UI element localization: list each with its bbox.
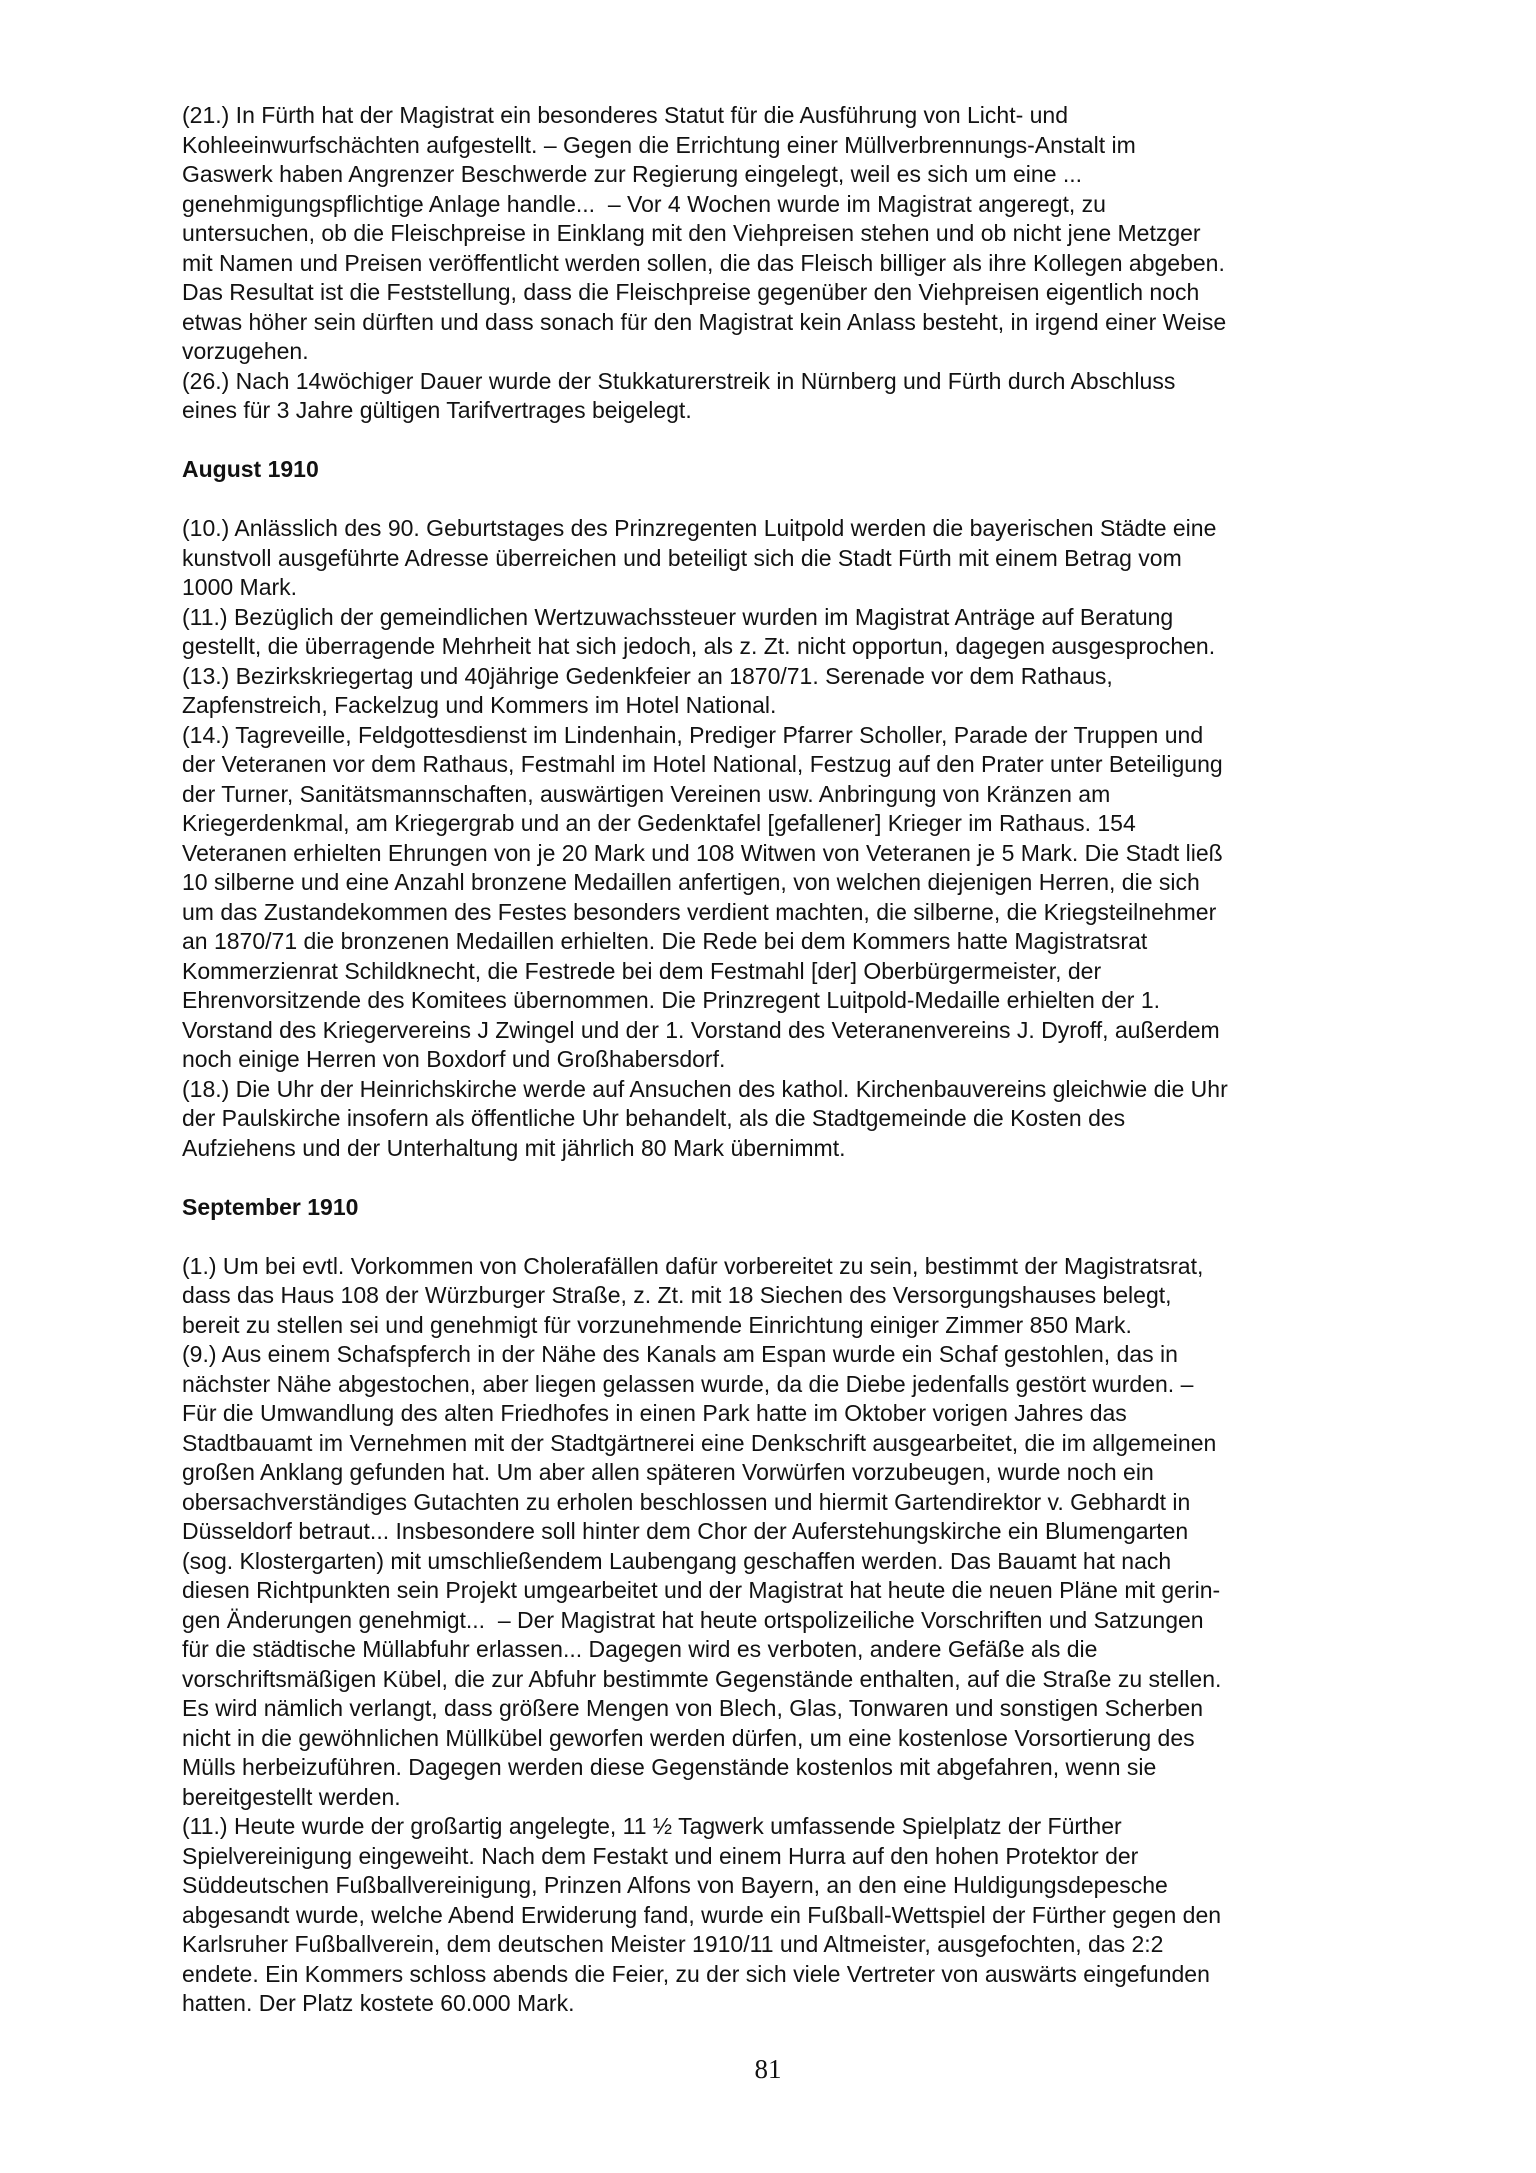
- text-line: etwas höher sein dürften und dass sonach für den Magistrat kein Anlass besteht, in irgend einer Weise: [182, 308, 1227, 335]
- text-line: gestellt, die überragende Mehrheit hat sich jedoch, als z. Zt. nicht opportun, dagegen ausgesprochen.: [182, 633, 1216, 659]
- text-line: Karlsruher Fußballverein, dem deutschen Meister 1910/11 und Altmeister, ausgefochten, das 2:2: [182, 1931, 1164, 1957]
- text-line: Kommerzienrat Schildknecht, die Festrede bei dem Festmahl [der] Oberbürgermeister, der: [182, 957, 1102, 984]
- text-line: Ehrenvorsitzende des Komitees übernommen. Die Prinzregent Luitpold-Medaille erhielten der 1.: [182, 987, 1161, 1013]
- text-line: um das Zustandekommen des Festes besonders verdient machten, die silberne, die Kriegsteilnehmer: [182, 898, 1217, 925]
- text-line: abgesandt wurde, welche Abend Erwiderung fand, wurde ein Fußball-Wettspiel der Fürther gegen den: [182, 1901, 1222, 1928]
- text-line: Vorstand des Kriegervereins J Zwingel und der 1. Vorstand des Veteranenvereins J. Dyroff, außerdem: [182, 1016, 1220, 1043]
- text-line: (13.) Bezirkskriegertag und 40jährige Gedenkfeier an 1870/71. Serenade vor dem Rathaus,: [182, 662, 1113, 689]
- text-line: Düsseldorf betraut... Insbesondere soll hinter dem Chor der Auferstehungskirche ein Blumengarten: [182, 1518, 1189, 1544]
- text-line: der Turner, Sanitätsmannschaften, auswärtigen Vereinen usw. Anbringung von Kränzen am: [182, 780, 1111, 807]
- text-line: diesen Richtpunkten sein Projekt umgearbeitet und der Magistrat hat heute die neuen Pläne mit gerin-: [182, 1577, 1221, 1603]
- section-heading: September 1910: [182, 1193, 359, 1220]
- text-line: (26.) Nach 14wöchiger Dauer wurde der Stukkaturerstreik in Nürnberg und Fürth durch Abschluss: [182, 367, 1176, 394]
- text-line: für die städtische Müllabfuhr erlassen... Dagegen wird es verboten, andere Gefäße als die: [182, 1636, 1098, 1662]
- text-line: nicht in die gewöhnlichen Müllkübel geworfen werden dürfen, um eine kostenlose Vorsortierung des: [182, 1724, 1195, 1751]
- text-line: noch einige Herren von Boxdorf und Großhabersdorf.: [182, 1046, 726, 1072]
- text-line: vorschriftsmäßigen Kübel, die zur Abfuhr bestimmte Gegenstände enthalten, auf die Straße zu stellen.: [182, 1665, 1222, 1692]
- text-line: großen Anklang gefunden hat. Um aber allen späteren Vorwürfen vorzubeugen, wurde noch ein: [182, 1459, 1154, 1485]
- text-line: Gaswerk haben Angrenzer Beschwerde zur Regierung eingelegt, weil es sich um eine ...: [182, 161, 1083, 187]
- text-line: Aufziehens und der Unterhaltung mit jährlich 80 Mark übernimmt.: [182, 1134, 846, 1161]
- text-line: (14.) Tagreveille, Feldgottesdienst im Lindenhain, Prediger Pfarrer Scholler, Parade der Truppen und: [182, 721, 1204, 748]
- text-line: Stadtbauamt im Vernehmen mit der Stadtgärtnerei eine Denkschrift ausgearbeitet, die im allgemeinen: [182, 1429, 1217, 1456]
- text-line: (9.) Aus einem Schafspferch in der Nähe des Kanals am Espan wurde ein Schaf gestohlen, das in: [182, 1341, 1178, 1367]
- text-line: der Veteranen vor dem Rathaus, Festmahl im Hotel National, Festzug auf den Prater unter Beteiligung: [182, 751, 1223, 777]
- page-number: 81: [754, 2054, 782, 2084]
- text-line: dass das Haus 108 der Würzburger Straße, z. Zt. mit 18 Siechen des Versorgungshauses belegt,: [182, 1282, 1172, 1308]
- text-line: (11.) Bezüglich der gemeindlichen Wertzuwachssteuer wurden im Magistrat Anträge auf Beratung: [182, 603, 1174, 630]
- text-line: gen Änderungen genehmigt... – Der Magistrat hat heute ortspolizeiliche Vorschriften und Satzungen: [182, 1606, 1204, 1633]
- text-line: an 1870/71 die bronzenen Medaillen erhielten. Die Rede bei dem Kommers hatte Magistratsrat: [182, 928, 1148, 954]
- section-heading: August 1910: [182, 456, 319, 482]
- text-line: Süddeutschen Fußballvereinigung, Prinzen Alfons von Bayern, an den eine Huldigungsdepesche: [182, 1872, 1168, 1898]
- text-line: 1000 Mark.: [182, 574, 298, 600]
- text-line: vorzugehen.: [182, 338, 309, 364]
- text-line: (21.) In Fürth hat der Magistrat ein besonderes Statut für die Ausführung von Licht- und: [182, 102, 1069, 128]
- text-line: bereitgestellt werden.: [182, 1783, 401, 1810]
- text-line: nächster Nähe abgestochen, aber liegen gelassen wurde, da die Diebe jedenfalls gestört wurden. –: [182, 1370, 1194, 1397]
- text-line: obersachverständiges Gutachten zu erholen beschlossen und hiermit Gartendirektor v. Gebhardt in: [182, 1488, 1191, 1515]
- text-line: 10 silberne und eine Anzahl bronzene Medaillen anfertigen, von welchen diejenigen Herren, die sich: [182, 869, 1200, 895]
- text-line: untersuchen, ob die Fleischpreise in Einklang mit den Viehpreisen stehen und ob nicht jene Metzger: [182, 220, 1201, 246]
- text-line: Spielvereinigung eingeweiht. Nach dem Festakt und einem Hurra auf den hohen Protektor der: [182, 1842, 1139, 1869]
- document-body: [182, 101, 1527, 2019]
- text-line: Kohleeinwurfschächten aufgestellt. – Gegen die Errichtung einer Müllverbrennungs-Anstalt im: [182, 131, 1136, 158]
- text-line: (sog. Klostergarten) mit umschließendem Laubengang geschaffen werden. Das Bauamt hat nach: [182, 1547, 1172, 1574]
- text-line: (18.) Die Uhr der Heinrichskirche werde auf Ansuchen des kathol. Kirchenbauvereins gleichwie die Uhr: [182, 1075, 1228, 1102]
- text-line: Für die Umwandlung des alten Friedhofes in einen Park hatte im Oktober vorigen Jahres das: [182, 1400, 1127, 1426]
- text-line: Das Resultat ist die Feststellung, dass die Fleischpreise gegenüber den Viehpreisen eigentlich noch: [182, 279, 1200, 305]
- text-line: bereit zu stellen sei und genehmigt für vorzunehmende Einrichtung einiger Zimmer 850 Mark.: [182, 1311, 1132, 1338]
- text-line: Es wird nämlich verlangt, dass größere Mengen von Blech, Glas, Tonwaren und sonstigen Scherben: [182, 1695, 1204, 1721]
- text-line: eines für 3 Jahre gültigen Tarifvertrages beigelegt.: [182, 397, 692, 423]
- text-line: Veteranen erhielten Ehrungen von je 20 Mark und 108 Witwen von Veteranen je 5 Mark. Die Stadt ließ: [182, 839, 1223, 866]
- text-line: Zapfenstreich, Fackelzug und Kommers im Hotel National.: [182, 692, 777, 718]
- text-line: mit Namen und Preisen veröffentlicht werden sollen, die das Fleisch billiger als ihre Kollegen abgeben.: [182, 249, 1225, 276]
- text-line: (11.) Heute wurde der großartig angelegte, 11 ½ Tagwerk umfassende Spielplatz der Fürther: [182, 1813, 1122, 1839]
- text-line: genehmigungspflichtige Anlage handle... – Vor 4 Wochen wurde im Magistrat angeregt, zu: [182, 190, 1106, 217]
- text-line: der Paulskirche insofern als öffentliche Uhr behandelt, als die Stadtgemeinde die Kosten des: [182, 1105, 1126, 1131]
- paragraph: [182, 101, 1527, 426]
- text-line: Mülls herbeizuführen. Dagegen werden diese Gegenstände kostenlos mit abgefahren, wenn sie: [182, 1754, 1157, 1780]
- text-line: Kriegerdenkmal, am Kriegergrab und an der Gedenktafel [gefallener] Krieger im Rathaus. 154: [182, 810, 1136, 836]
- paragraph: [182, 514, 1527, 1163]
- text-line: hatten. Der Platz kostete 60.000 Mark.: [182, 1990, 575, 2016]
- text-line: (1.) Um bei evtl. Vorkommen von Cholerafällen dafür vorbereitet zu sein, bestimmt der Magistratsrat,: [182, 1252, 1204, 1279]
- text-line: (10.) Anlässlich des 90. Geburtstages des Prinzregenten Luitpold werden die bayerischen Städte eine: [182, 515, 1217, 541]
- text-line: endete. Ein Kommers schloss abends die Feier, zu der sich viele Vertreter von auswärts eingefunden: [182, 1960, 1210, 1987]
- paragraph: [182, 1252, 1527, 2019]
- text-line: kunstvoll ausgeführte Adresse überreichen und beteiligt sich die Stadt Fürth mit einem Betrag vom: [182, 544, 1182, 571]
